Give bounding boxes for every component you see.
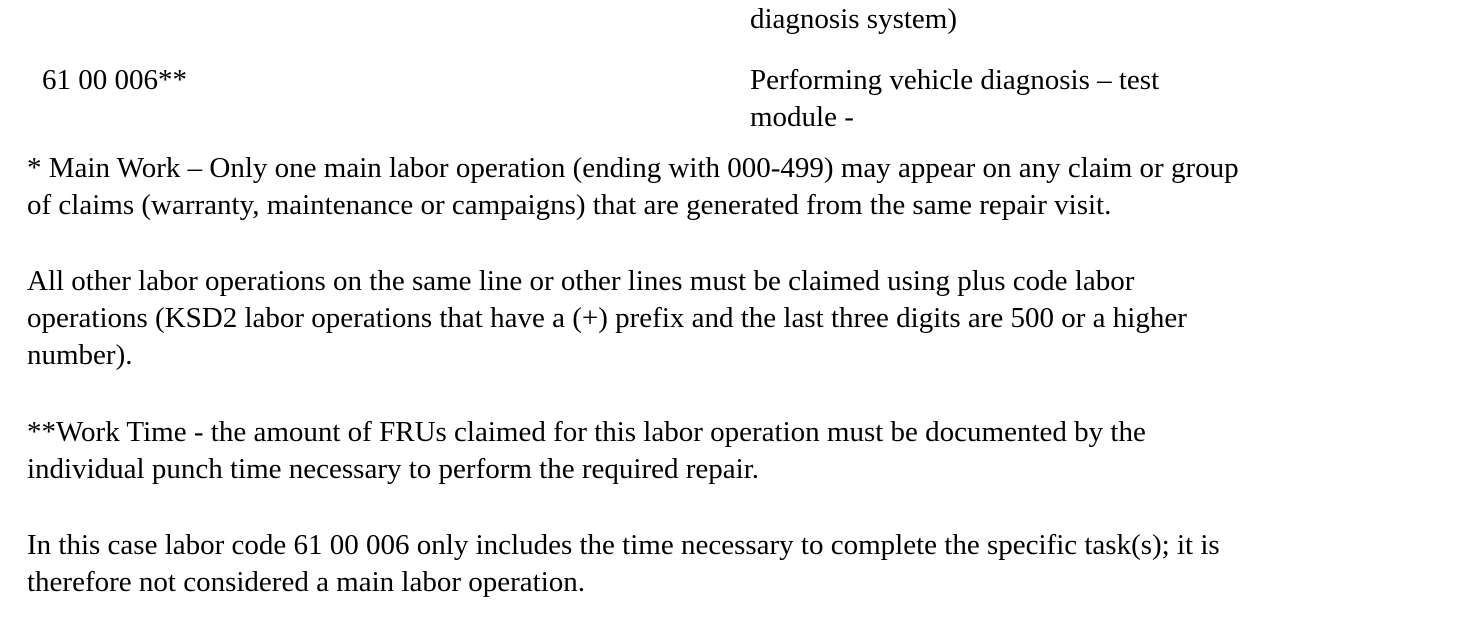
other-operations-note-line: number).	[27, 339, 133, 371]
other-operations-note-line: operations (KSD2 labor operations that have a (+) prefix and the last three digits are 500 or a higher	[27, 302, 1187, 334]
main-work-note-line: of claims (warranty, maintenance or campaigns) that are generated from the same repair visit.	[27, 189, 1112, 221]
case-note	[27, 527, 1457, 601]
work-time-note	[27, 414, 1457, 488]
other-operations-note-line: All other labor operations on the same line or other lines must be claimed using plus code labor	[27, 265, 1135, 297]
work-time-note-line: **Work Time - the amount of FRUs claimed for this labor operation must be documented by the	[27, 416, 1146, 448]
case-note-line: In this case labor code 61 00 006 only includes the time necessary to complete the specific task(s); it is	[27, 529, 1220, 561]
case-note-line: therefore not considered a main labor operation.	[27, 566, 586, 598]
work-time-note-line: individual punch time necessary to perform the required repair.	[27, 453, 759, 485]
labor-description-line-1: Performing vehicle diagnosis – test	[750, 64, 1160, 96]
labor-description-line-2: module -	[750, 101, 854, 133]
labor-code-cell: 61 00 006**	[42, 64, 187, 96]
other-operations-note	[27, 263, 1457, 374]
main-work-note	[27, 150, 1457, 224]
main-work-note-line: * Main Work – Only one main labor operation (ending with 000-499) may appear on any claim or group	[27, 152, 1239, 184]
previous-row-description-tail: diagnosis system)	[750, 3, 958, 35]
